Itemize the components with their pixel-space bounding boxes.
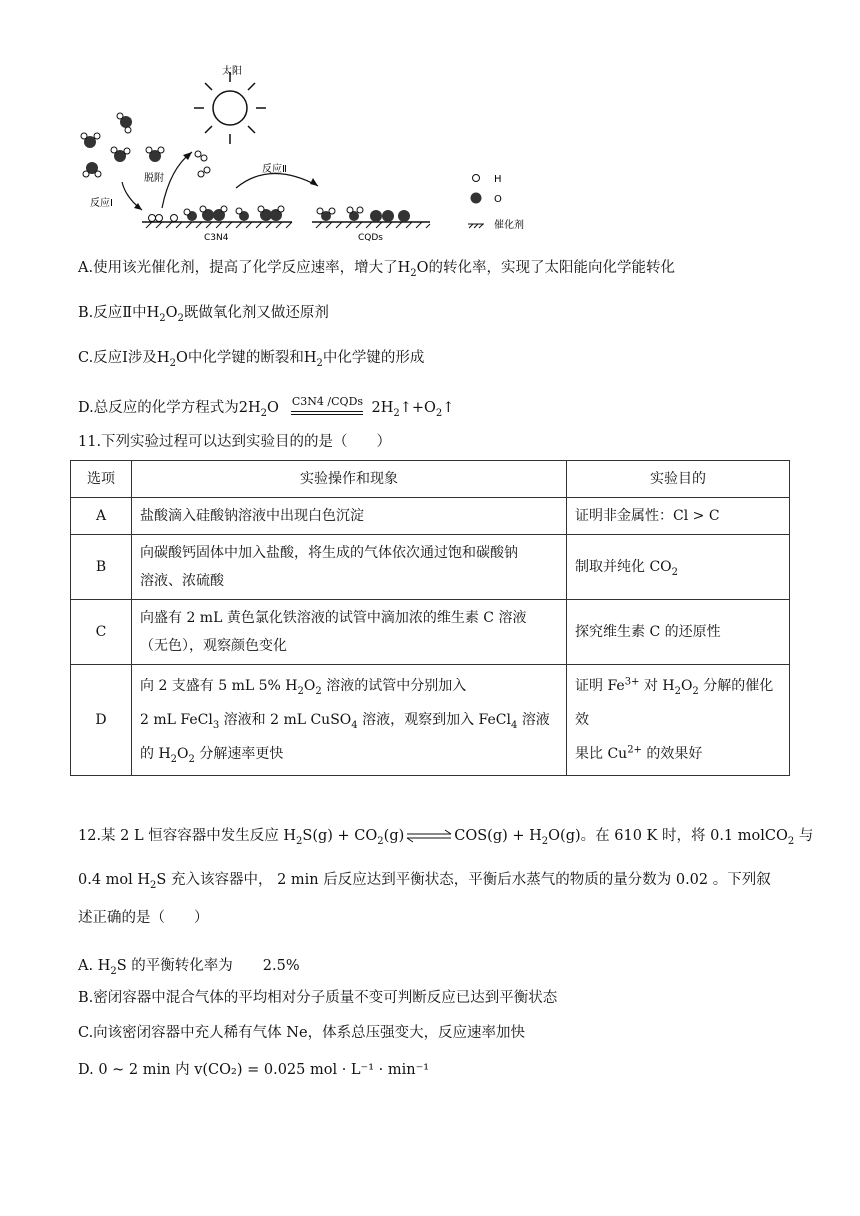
q12-stem-line1: 12.某 2 L 恒容容器中发生反应 $H_2S(g) + CO_2(g) COS(g) + H_2O(g)$。在 610 K 时，将 0.1 molCO$_2$ 与 [78, 828, 814, 847]
sun-icon [194, 72, 266, 144]
header-option: 选项 [71, 461, 132, 498]
equilibrium-arrow-icon [406, 829, 452, 843]
header-goal: 实验目的 [567, 461, 790, 498]
q10-option-b: B.反应Ⅱ中$H_2O_2$既做氧化剂又做还原剂 [78, 305, 329, 324]
table-row: C 向盛有 2 mL 黄色氯化铁溶液的试管中滴加浓的维生素 C 溶液 （无色），观察颜色变化 探究维生素 C 的还原性 [71, 600, 790, 665]
photocatalysis-diagram [70, 60, 610, 245]
table-row: B 向碳酸钙固体中加入盐酸，将生成的气体依次通过饱和碳酸钠 溶液、浓硫酸 制取并纯化 $CO_2$ [71, 535, 790, 600]
q12-option-c: C.向该密闭容器中充人稀有气体 Ne，体系总压强变大，反应速率加快 [78, 1025, 526, 1041]
table-row: D 向 2 支盛有 5 mL 5% $H_2O_2$ 溶液的试管中分别加入 2 mL FeCl$_3$ 溶液和 2 mL CuSO$_4$ 溶液，观察到加入 FeCl$_4$ 溶液 的 $H_2O_2$ 分解速率更快 证明 $Fe^{3+}$ 对 $H_2O_2$ 分解的催化效 果比 $Cu^{2+}$ 的效果好 [71, 665, 790, 776]
experiment-table [70, 460, 790, 776]
reaction2-arrow-icon [236, 173, 318, 188]
q11-stem: 11.下列实验过程可以达到实验目的的是（ ） [78, 434, 392, 450]
hydrogen-molecule-icon [195, 151, 207, 161]
q10-option-d: D.总反应的化学方程式为$2H_2O$ C3N4 /CQDs $2H_2↑+O_2↑$ [78, 395, 455, 419]
hydrogen-molecule-icon [198, 167, 210, 177]
q12-option-a: A. $H_2S$ 的平衡转化率为 2.5% [78, 958, 300, 977]
q10-option-a: A.使用该光催化剂，提高了化学反应速率，增大了$H_2O$的转化率，实现了太阳能向化学能转化 [78, 260, 676, 279]
legend-catalyst-label: 催化剂 [494, 220, 524, 231]
q12-option-d: D. 0 ~ 2 min 内 v(CO₂) = 0.025 mol · L⁻¹ · min⁻¹ [78, 1062, 430, 1078]
q12-stem-line2: 0.4 mol $H_2S$ 充入该容器中， 2 min 后反应达到平衡状态，平衡后水蒸气的物质的量分数为 0.02 。下列叙 [78, 872, 771, 891]
catalyst-surface-cqds [312, 207, 430, 228]
table-row: A 盐酸滴入硅酸钠溶液中出现白色沉淀 证明非金属性：Cl > C [71, 498, 790, 535]
reaction1-label: 反应Ⅰ [90, 198, 113, 209]
reaction-condition-arrow: C3N4 /CQDs [289, 398, 365, 418]
cqds-label: CQDs [358, 233, 383, 243]
sun-label: 太阳 [222, 66, 242, 77]
q12-stem-line3: 述正确的是（ ） [78, 910, 209, 926]
water-molecule-icon [81, 133, 100, 148]
legend-o-label: O [494, 194, 502, 205]
table-header-row [71, 461, 790, 498]
legend-h-label: H [494, 174, 502, 185]
c3n4-label: C3N4 [204, 233, 229, 243]
q12-option-b: B.密闭容器中混合气体的平均相对分子质量不变可判断反应已达到平衡状态 [78, 990, 558, 1006]
catalyst-surface-c3n4 [142, 206, 292, 228]
header-operation: 实验操作和现象 [132, 461, 567, 498]
desorb-label: 脱附 [144, 173, 164, 184]
legend [468, 174, 524, 231]
water-molecule-icon [117, 113, 132, 133]
q10-option-c: C.反应Ⅰ涉及$H_2O$中化学键的断裂和$H_2$中化学键的形成 [78, 350, 425, 369]
water-molecule-icon [146, 147, 164, 162]
water-molecule-icon [111, 147, 130, 162]
water-molecule-icon [83, 162, 101, 177]
reaction2-label: 反应Ⅱ [262, 164, 287, 175]
desorb-arrow-icon [162, 152, 192, 208]
